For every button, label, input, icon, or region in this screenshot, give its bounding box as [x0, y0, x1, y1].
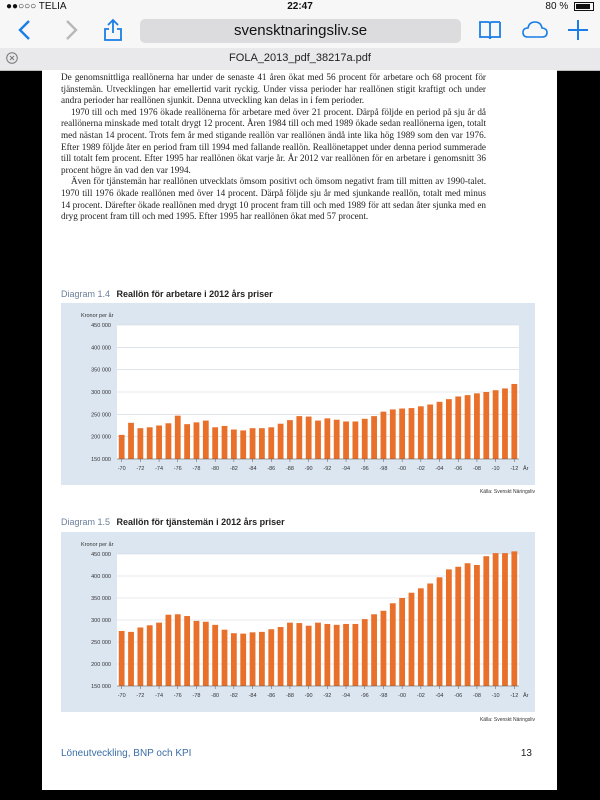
- diagram-1-5-title: [61, 517, 285, 527]
- x-tick-label: -76: [173, 693, 182, 699]
- bar: [343, 421, 349, 459]
- y-tick-label: 150 000: [91, 684, 111, 690]
- bar: [381, 412, 387, 459]
- bar: [437, 402, 443, 459]
- bar: [278, 627, 284, 686]
- x-tick-label: -10: [491, 466, 500, 472]
- back-arrow-icon[interactable]: [14, 18, 38, 42]
- status-bar: [0, 0, 600, 14]
- clock: 22:47: [287, 1, 313, 12]
- x-tick-label: -98: [379, 466, 388, 472]
- battery-level: 80 %: [545, 1, 569, 12]
- chart-title: Reallön för arbetare i 2012 års priser: [116, 289, 273, 299]
- x-tick-label: -70: [117, 693, 126, 699]
- url-text: svensktnaringsliv.se: [233, 22, 368, 39]
- bar: [502, 553, 508, 686]
- bar: [427, 583, 433, 686]
- bar: [390, 603, 396, 686]
- new-tab-plus-icon[interactable]: [566, 18, 590, 42]
- bar: [409, 593, 415, 686]
- bar: [390, 409, 396, 459]
- bar: [147, 625, 153, 686]
- chart-workers: [61, 303, 535, 485]
- bar: [455, 396, 461, 459]
- y-tick-label: 150 000: [91, 457, 111, 463]
- x-tick-label: -80: [211, 466, 220, 472]
- bar: [324, 418, 330, 459]
- x-tick-label: -84: [248, 693, 257, 699]
- bar: [343, 624, 349, 686]
- carrier-signal: ●●○○○ TELIA: [6, 1, 67, 12]
- bar: [128, 632, 134, 686]
- bar: [203, 421, 209, 459]
- y-tick-label: 450 000: [91, 552, 111, 558]
- bar: [287, 623, 293, 686]
- diagram-number: Diagram 1.5: [61, 517, 111, 527]
- paragraph: Även för tjänstemän har reallönen utvecklats ömsom positivt och ömsom negativt fram till mitten av 1990-talet. 1970 till 1976 ökade reallönen med över 14 procent. Därpå följde sju år med sjunkande reallön, totalt med minus 14 procent. Därefter ökade reallönen med drygt 10 procent fram till och med 1989 för att sedan åter sjunka med en dryg procent fram till och med 1995. Efter 1995 har reallönen ökat med 57 procent.: [61, 176, 486, 222]
- body-text: [61, 72, 486, 223]
- bar: [259, 428, 265, 459]
- bar: [250, 632, 256, 686]
- x-tick-label: -96: [360, 466, 369, 472]
- x-tick-label: -06: [454, 466, 463, 472]
- footer-section-title: Löneutveckling, BNP och KPI: [61, 748, 192, 759]
- battery-indicator: [545, 1, 594, 12]
- x-tick-label: -10: [491, 693, 500, 699]
- bar: [259, 632, 265, 686]
- x-tick-label: -06: [454, 693, 463, 699]
- x-tick-label: -90: [304, 693, 313, 699]
- chart-salaried-panel: [61, 532, 535, 712]
- chart-workers-panel: [61, 303, 535, 485]
- x-tick-label: -84: [248, 466, 257, 472]
- paragraph: De genomsnittliga reallönerna har under de senaste 41 åren ökat med 56 procent för arbetare och 68 procent för tjänstemän. Utvecklingen har emellertid varit ryckig. Under vissa perioder har reallönen stigit kraftigt och under andra perioder har reallönen sjunkit. Denna utveckling kan delas in i fem perioder.: [61, 72, 486, 106]
- x-tick-label: -74: [155, 693, 164, 699]
- bar: [381, 611, 387, 686]
- bar: [194, 621, 200, 686]
- x-tick-label: -12: [510, 466, 519, 472]
- bar: [502, 388, 508, 459]
- chart-title: Reallön för tjänstemän i 2012 års priser: [116, 517, 285, 527]
- bar: [493, 553, 499, 686]
- x-tick-label: -96: [360, 693, 369, 699]
- bar: [446, 399, 452, 459]
- bar: [184, 616, 190, 686]
- bar: [250, 428, 256, 459]
- x-tick-label: -00: [398, 693, 407, 699]
- bar: [278, 424, 284, 459]
- x-tick-label: -98: [379, 693, 388, 699]
- x-axis-unit: År: [523, 693, 529, 699]
- tab-bar: [0, 48, 600, 71]
- x-tick-label: -12: [510, 693, 519, 699]
- bar: [212, 625, 218, 686]
- bar: [418, 406, 424, 459]
- bar: [474, 393, 480, 459]
- x-axis-unit: År: [523, 466, 529, 472]
- bar: [222, 630, 228, 686]
- bar: [324, 624, 330, 686]
- x-tick-label: -76: [173, 466, 182, 472]
- bar: [511, 384, 517, 459]
- x-tick-label: -90: [304, 466, 313, 472]
- y-tick-label: 400 000: [91, 345, 111, 352]
- x-tick-label: -08: [472, 466, 481, 472]
- icloud-tabs-icon[interactable]: [522, 18, 548, 42]
- bar: [231, 633, 237, 686]
- y-tick-label: 250 000: [91, 412, 111, 419]
- diagram-number: Diagram 1.4: [61, 289, 111, 299]
- y-axis-label: Kronor per år: [81, 542, 114, 548]
- bar: [483, 556, 489, 686]
- x-tick-label: -74: [155, 466, 164, 472]
- bar: [119, 435, 125, 459]
- x-tick-label: -04: [435, 693, 444, 699]
- bar: [194, 422, 200, 459]
- bar: [437, 577, 443, 686]
- bar: [352, 624, 358, 686]
- forward-arrow-icon[interactable]: [58, 18, 82, 42]
- bar: [334, 420, 340, 459]
- bar: [156, 426, 162, 460]
- bar: [315, 623, 321, 686]
- bar: [315, 421, 321, 459]
- bar: [474, 565, 480, 686]
- paragraph: 1970 till och med 1976 ökade reallönerna för arbetare med över 21 procent. Därpå följde en period på sju år då reallönerna minskade med totalt drygt 12 procent. Åren 1984 till och med 1989 ökade sedan reallönerna igen, totalt med nästan 14 procent. Trots fem år med stigande reallön var reallönen ändå inte lika hög 1989 som den var 1976. Efter 1989 följde åter en period fram till 1994 med fallande reallön. Reallönetappet under denna period summerade till totalt fem procent. Efter 1995 har reallönen ökat varje år. År 2012 var reallönen för en arbetare i genomsnitt 36 procent högre än vad den var 1994.: [61, 106, 486, 175]
- diagram-1-4-title: [61, 289, 273, 299]
- y-tick-label: 200 000: [91, 662, 111, 668]
- bar: [175, 614, 181, 686]
- browser-toolbar: [0, 14, 600, 48]
- bar: [184, 424, 190, 459]
- chart-salaried: [61, 532, 535, 712]
- y-tick-label: 400 000: [91, 574, 111, 580]
- x-tick-label: -78: [192, 466, 201, 472]
- chart-source: Källa: Svenskt Näringsliv: [479, 489, 535, 495]
- bar: [306, 626, 312, 686]
- battery-icon: [574, 2, 594, 11]
- bar: [175, 416, 181, 459]
- x-tick-label: -02: [416, 466, 425, 472]
- x-tick-label: -80: [211, 693, 220, 699]
- bar: [212, 427, 218, 459]
- x-tick-label: -86: [267, 466, 276, 472]
- x-tick-label: -86: [267, 693, 276, 699]
- x-tick-label: -72: [136, 693, 145, 699]
- y-tick-label: 200 000: [91, 434, 111, 441]
- bar: [362, 419, 368, 459]
- bar: [371, 416, 377, 459]
- share-icon[interactable]: [101, 18, 125, 42]
- y-tick-label: 450 000: [91, 323, 111, 329]
- x-tick-label: -04: [435, 466, 444, 472]
- bar: [137, 428, 143, 459]
- bookmarks-book-icon[interactable]: [478, 18, 502, 42]
- bar: [511, 551, 517, 686]
- bar: [222, 426, 228, 459]
- bar: [287, 420, 293, 459]
- bar: [128, 423, 134, 459]
- bar: [268, 629, 274, 686]
- bar: [493, 390, 499, 459]
- bar: [455, 567, 461, 686]
- x-tick-label: -78: [192, 693, 201, 699]
- bar: [166, 423, 172, 459]
- y-tick-label: 300 000: [91, 390, 111, 396]
- bar: [427, 405, 433, 459]
- bar: [446, 569, 452, 686]
- pdf-page: [42, 70, 557, 790]
- bar: [399, 409, 405, 459]
- x-tick-label: -02: [416, 693, 425, 699]
- y-tick-label: 350 000: [91, 367, 111, 374]
- y-tick-label: 250 000: [91, 640, 111, 646]
- bar: [203, 622, 209, 686]
- bar: [352, 421, 358, 459]
- bar: [166, 615, 172, 686]
- x-tick-label: -82: [229, 693, 238, 699]
- bar: [147, 427, 153, 459]
- y-axis-label: Kronor per år: [81, 313, 114, 319]
- bar: [296, 416, 302, 459]
- y-tick-label: 350 000: [91, 596, 111, 602]
- bar: [231, 430, 237, 459]
- bar: [156, 623, 162, 686]
- tab-title[interactable]: FOLA_2013_pdf_38217a.pdf: [229, 52, 371, 64]
- chart-source: Källa: Svenskt Näringsliv: [479, 717, 535, 723]
- bar: [240, 634, 246, 686]
- x-tick-label: -70: [117, 466, 126, 472]
- y-tick-label: 300 000: [91, 618, 111, 624]
- bar: [119, 631, 125, 686]
- page-number: 13: [520, 748, 532, 759]
- bar: [306, 417, 312, 459]
- bar: [334, 625, 340, 686]
- x-tick-label: -92: [323, 466, 332, 472]
- x-tick-label: -88: [285, 693, 294, 699]
- x-tick-label: -88: [285, 466, 294, 472]
- x-tick-label: -94: [342, 693, 351, 699]
- bar: [418, 588, 424, 686]
- bar: [409, 408, 415, 459]
- x-tick-label: -08: [472, 693, 481, 699]
- bar: [268, 427, 274, 459]
- bar: [399, 598, 405, 686]
- bar: [371, 614, 377, 686]
- bar: [465, 563, 471, 686]
- x-tick-label: -94: [342, 466, 351, 472]
- bar: [137, 627, 143, 686]
- x-tick-label: -00: [398, 466, 407, 472]
- x-tick-label: -82: [229, 466, 238, 472]
- x-tick-label: -72: [136, 466, 145, 472]
- bar: [240, 430, 246, 459]
- address-bar[interactable]: [140, 19, 461, 43]
- bar: [296, 623, 302, 686]
- bar: [362, 619, 368, 686]
- bar: [465, 395, 471, 459]
- bar: [483, 392, 489, 459]
- x-tick-label: -92: [323, 693, 332, 699]
